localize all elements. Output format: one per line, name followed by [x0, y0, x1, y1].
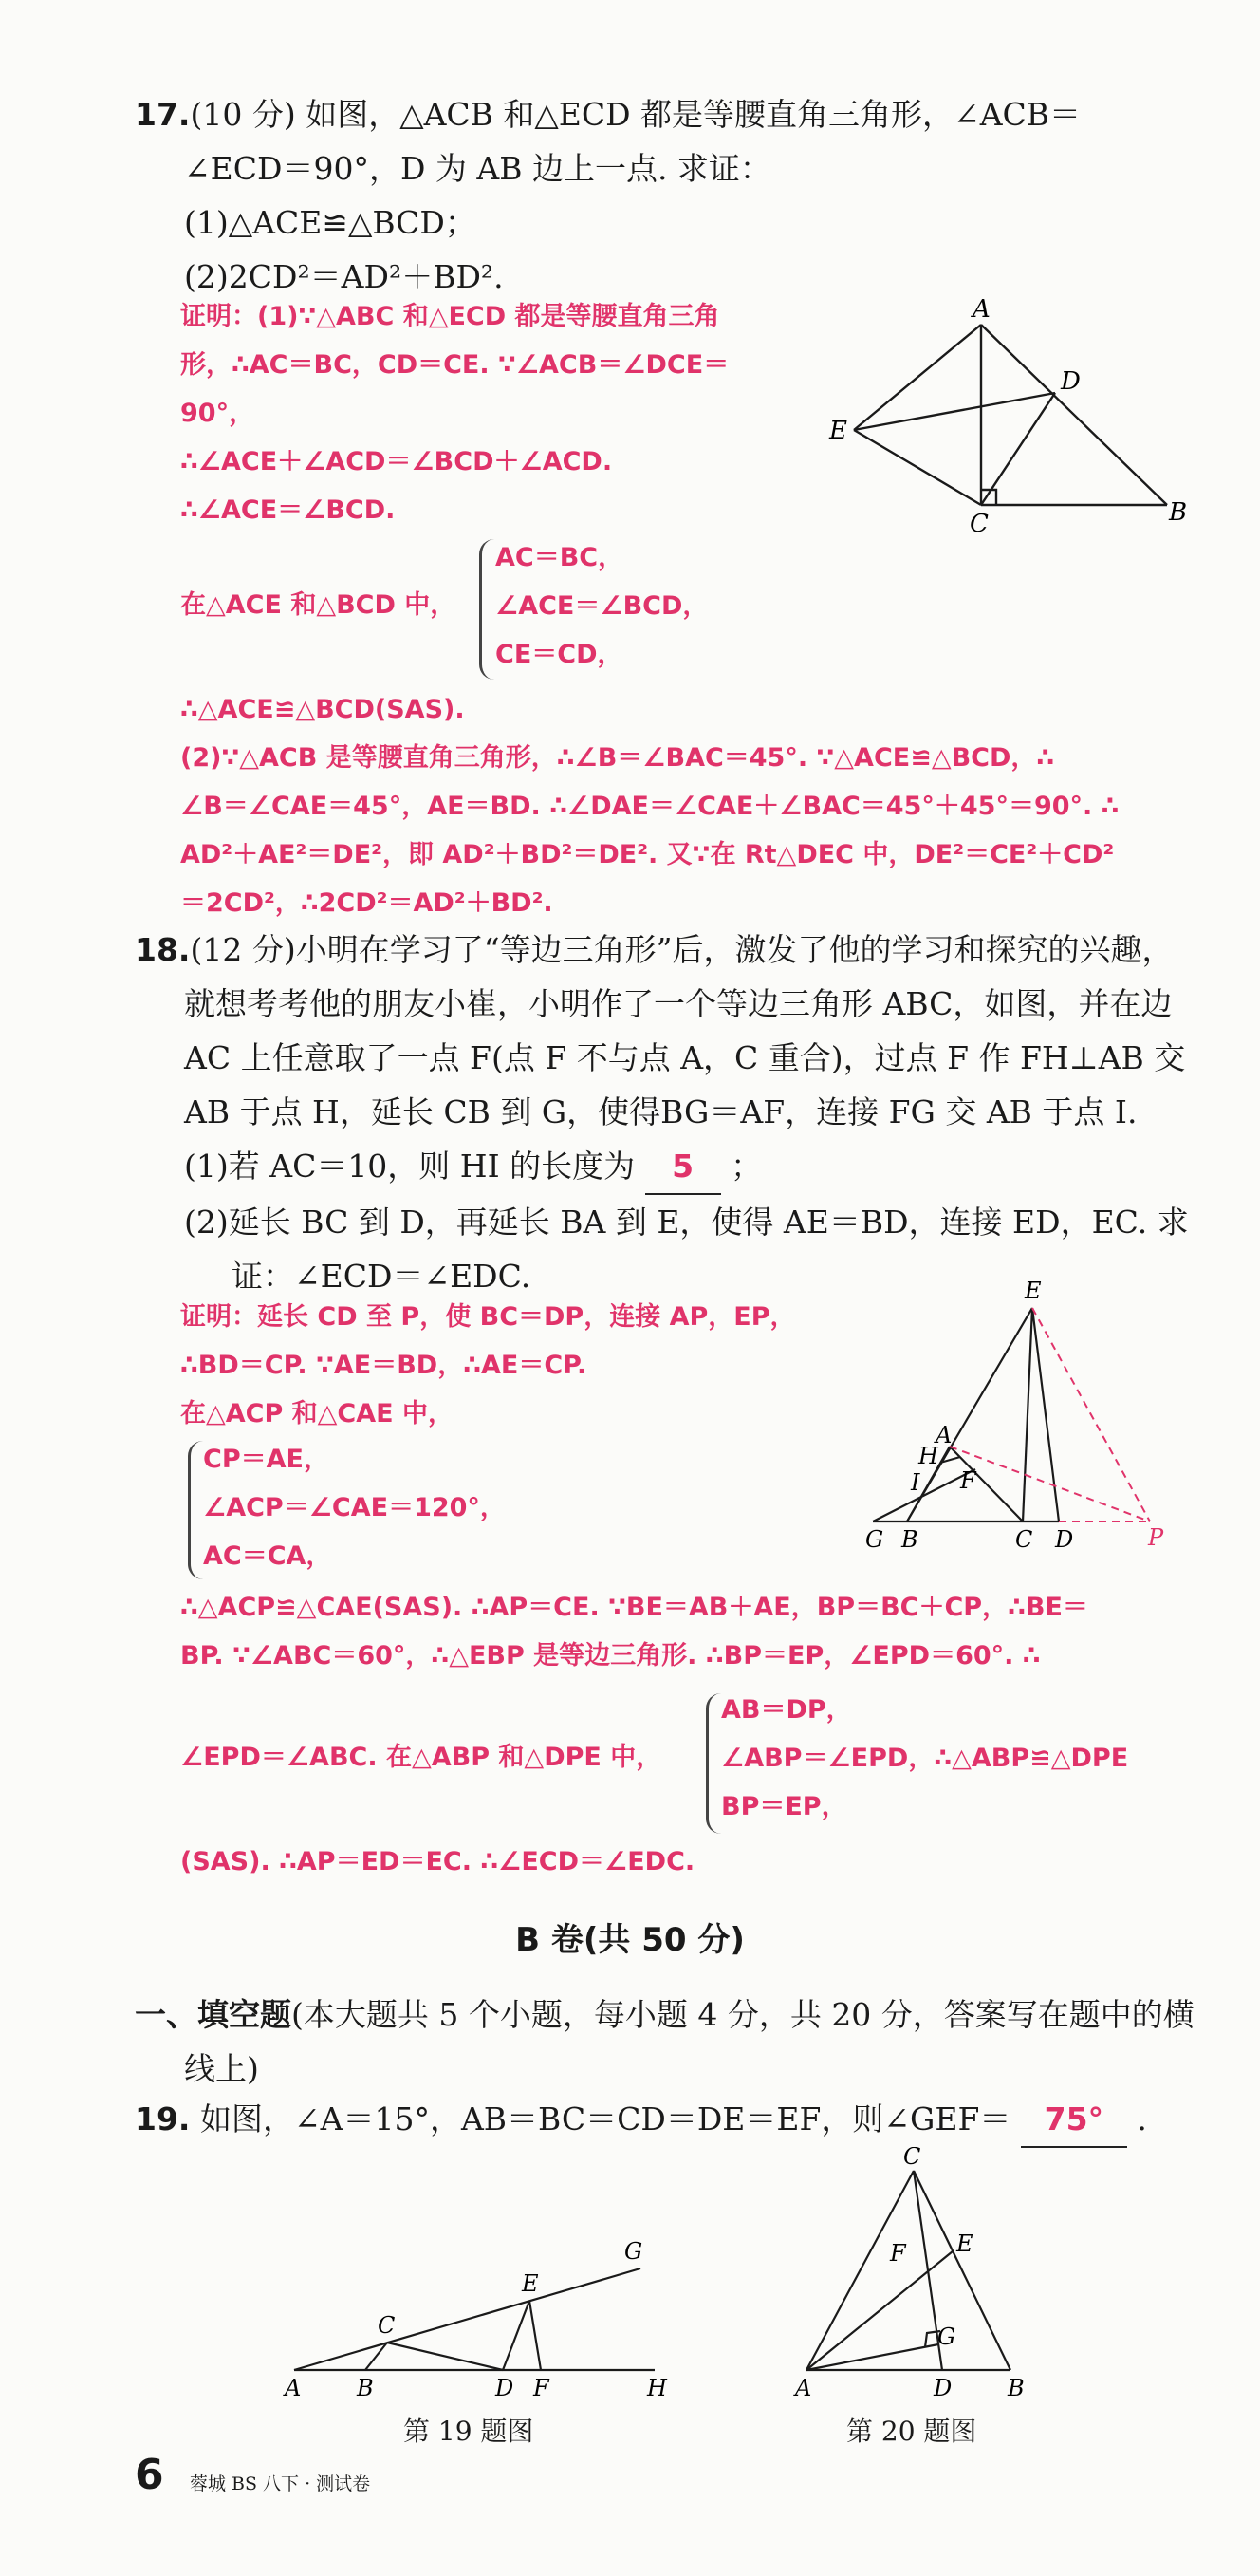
q17-answer-line: 证明：(1)∵△ABC 和△ECD 都是等腰直角三角 — [180, 302, 720, 331]
q18-system2-line: BP＝EP， — [721, 1792, 847, 1821]
q18-line: AC 上任意取了一点 F(点 F 不与点 A，C 重合)，过点 F 作 FH⊥AB 交 — [184, 1039, 1186, 1076]
q17-part2-line: ∠B＝∠CAE＝45°，AE＝BD. ∴∠DAE＝∠CAE＋∠BAC＝45°＋45°＝90°. ∴ — [180, 792, 1120, 821]
q18-part1 — [135, 1139, 1216, 1195]
q18-answer2-line: BP. ∵∠ABC＝60°，∴△EBP 是等边三角形. ∴BP＝EP，∠EPD＝60°. ∴ — [180, 1641, 1041, 1671]
q20-label-e: E — [956, 2231, 973, 2257]
q18-system1-line: AC＝CA， — [203, 1541, 332, 1571]
q20-label-g: G — [937, 2324, 956, 2350]
q19-figure — [275, 2175, 683, 2403]
q17-answer-line: ∴∠ACE＋∠ACD＝∠BCD＋∠ACD. — [180, 447, 613, 476]
q19-label-b: B — [357, 2375, 374, 2401]
q17-line2: ∠ECD＝90°，D 为 AB 边上一点. 求证： — [184, 150, 771, 187]
page-number: 6 — [135, 2451, 164, 2499]
q20-figure — [788, 2147, 1053, 2403]
q18-answer-line: ∴BD＝CP. ∵AE＝BD，∴AE＝CP. — [180, 1351, 587, 1380]
q19-suffix: . — [1137, 2100, 1147, 2137]
q20-label-b: B — [1008, 2375, 1025, 2401]
q19-label-e: E — [522, 2270, 539, 2297]
q19-label-d: D — [495, 2375, 514, 2401]
q18-part2-line1: (2)延长 BC 到 D，再延长 BA 到 E，使得 AE＝BD，连接 ED，EC. 求 — [184, 1204, 1189, 1241]
q18-brace2 — [706, 1693, 722, 1834]
q17-number: 17. — [135, 96, 191, 133]
q17-brace — [479, 539, 495, 680]
section-b-title: B 卷(共 50 分) — [515, 1921, 745, 1959]
q18-answer-line: 证明：延长 CD 至 P，使 BC＝DP，连接 AP，EP， — [180, 1302, 796, 1332]
q19-label-g: G — [624, 2238, 643, 2265]
q18-system1-line: CP＝AE， — [203, 1445, 329, 1474]
section-b-heading-title: 一、填空题 — [135, 1996, 291, 2033]
q17-label-a: A — [973, 295, 991, 324]
q18-part1-answer: 5 — [645, 1139, 721, 1195]
q18-system2-line: ∠ABP＝∠EPD，∴△ABP≌△DPE — [721, 1744, 1129, 1773]
q19-stem — [135, 2092, 1216, 2148]
q17-figure — [816, 294, 1195, 541]
q18-answer — [180, 1293, 796, 1438]
q19-answer: 75° — [1021, 2092, 1127, 2148]
q18-system2 — [721, 1686, 1128, 1831]
q20-label-a: A — [795, 2375, 812, 2401]
section-b-heading-note2: 线上) — [184, 2050, 259, 2087]
q20-label-c: C — [903, 2147, 921, 2170]
q18-answer2-line: ∴△ACP≌△CAE(SAS). ∴AP＝CE. ∵BE＝AB＋AE，BP＝BC＋CP，∴BE＝ — [180, 1593, 1088, 1622]
q17-after-system: ∴△ACE≌△BCD(SAS). — [180, 695, 465, 724]
q18-answer2 — [180, 1583, 1088, 1680]
q18-label-f: F — [960, 1467, 976, 1494]
section-b-heading — [135, 1988, 1216, 2096]
q19-text: 如图，∠A＝15°，AB＝BC＝CD＝DE＝EF，则∠GEF＝ — [199, 2100, 1011, 2137]
q17-answer-line: 90°， — [180, 399, 255, 428]
q19-label-c: C — [378, 2312, 396, 2339]
q18-label-i: I — [911, 1469, 920, 1496]
q18-answer-line: 在△ACP 和△CAE 中， — [180, 1399, 454, 1428]
q18-label-b: B — [901, 1526, 918, 1553]
q17-label-e: E — [829, 417, 847, 445]
q18-label-h: H — [918, 1443, 938, 1469]
q18-label-p: P — [1148, 1524, 1164, 1551]
q18-stem — [135, 923, 1216, 1303]
q17-system — [495, 533, 708, 679]
q17-answer-line: ∴∠ACE＝∠BCD. — [180, 495, 396, 525]
q18-system2-prefix: ∠EPD＝∠ABC. 在△ABP 和△DPE 中， — [180, 1743, 662, 1772]
q17-part2-line: (2)∵△ACB 是等腰直角三角形，∴∠B＝∠BAC＝45°. ∵△ACE≌△BCD，∴ — [180, 743, 1055, 773]
q18-final: (SAS). ∴AP＝ED＝EC. ∴∠ECD＝∠EDC. — [180, 1847, 695, 1876]
q20-label-f: F — [890, 2240, 906, 2267]
q18-label-c: C — [1015, 1526, 1033, 1553]
q17-part2-line: AD²＋AE²＝DE²，即 AD²＋BD²＝DE². 又∵在 Rt△DEC 中，DE²＝CE²＋CD² — [180, 840, 1115, 869]
q17-label-b: B — [1169, 498, 1188, 527]
q19-label-h: H — [647, 2375, 667, 2401]
q18-system2-line: AB＝DP， — [721, 1695, 852, 1725]
q17-stem — [135, 87, 1207, 304]
section-b-heading-note1: (本大题共 5 个小题，每小题 4 分，共 20 分，答案写在题中的横 — [291, 1996, 1195, 2033]
q18-part1-prefix: (1)若 AC＝10，则 HI 的长度为 — [184, 1148, 636, 1185]
q20-caption: 第 20 题图 — [846, 2416, 977, 2447]
q17-system-line: ∠ACE＝∠BCD， — [495, 591, 709, 621]
q18-number: 18. — [135, 931, 191, 968]
q18-system1-line: ∠ACP＝∠CAE＝120°， — [203, 1493, 506, 1522]
q17-answer — [180, 292, 729, 534]
q19-number: 19. — [135, 2100, 191, 2137]
q17-system-line: AC＝BC， — [495, 543, 624, 572]
q17-system-line: CE＝CD， — [495, 640, 623, 669]
q17-answer-line: 形，∴AC＝BC，CD＝CE. ∵∠ACB＝∠DCE＝ — [180, 350, 730, 380]
q17-part2-answer — [180, 734, 1119, 927]
q17-part2: (2)2CD²＝AD²＋BD². — [184, 258, 504, 295]
q17-part1: (1)△ACE≌△BCD； — [184, 204, 476, 241]
q18-part2-line2: 证：∠ECD＝∠EDC. — [232, 1258, 531, 1295]
q17-system-prefix: 在△ACE 和△BCD 中， — [180, 590, 456, 620]
q18-system1 — [203, 1435, 506, 1580]
q18-label-d: D — [1055, 1526, 1074, 1553]
q18-line: (12 分)小明在学习了“等边三角形”后，激发了他的学习和探究的兴趣， — [190, 931, 1174, 968]
q18-line: AB 于点 H，延长 CB 到 G，使得BG＝AF，连接 FG 交 AB 于点 I. — [184, 1093, 1138, 1130]
q17-label-c: C — [970, 510, 989, 538]
q18-label-e: E — [1025, 1278, 1042, 1304]
q18-label-a: A — [936, 1422, 953, 1448]
q19-label-f: F — [533, 2375, 549, 2401]
footer-text: 蓉城 BS 八下 · 测试卷 — [190, 2473, 371, 2494]
q17-line1: (10 分) 如图，△ACB 和△ECD 都是等腰直角三角形，∠ACB＝ — [190, 96, 1082, 133]
q17-part2-line: ＝2CD²，∴2CD²＝AD²＋BD². — [180, 888, 553, 918]
q18-label-g: G — [865, 1526, 884, 1553]
q20-label-d: D — [934, 2375, 953, 2401]
q19-caption: 第 19 题图 — [403, 2416, 534, 2447]
q18-brace1 — [188, 1441, 204, 1579]
q17-label-d: D — [1061, 367, 1081, 396]
q18-figure — [854, 1270, 1195, 1555]
q19-label-a: A — [285, 2375, 302, 2401]
q18-part1-suffix: ； — [731, 1148, 763, 1185]
q18-line: 就想考考他的朋友小崔，小明作了一个等边三角形 ABC，如图，并在边 — [184, 985, 1173, 1022]
